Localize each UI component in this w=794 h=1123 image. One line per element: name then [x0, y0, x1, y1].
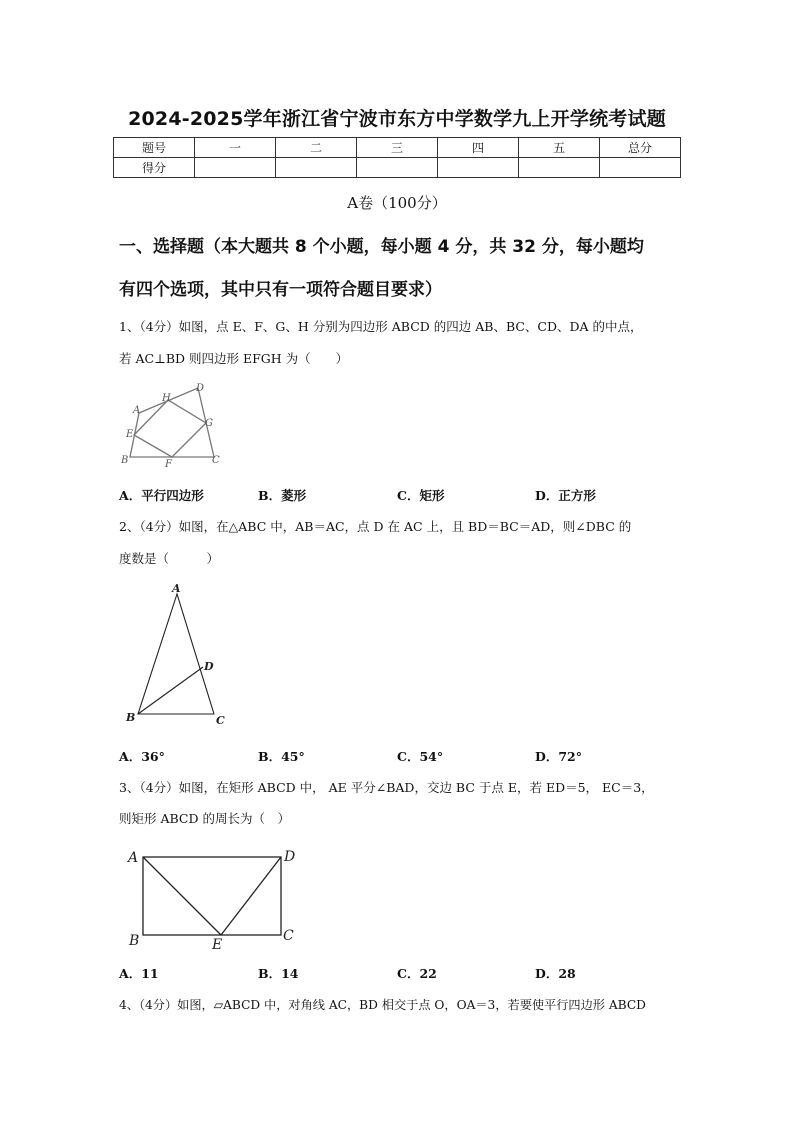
question-2-option-a[interactable]: A．36°	[119, 749, 165, 764]
question-2-line1: 2、（4分）如图，在△ABC 中，AB＝AC，点 D 在 AC 上，且 BD＝BC＝AD，则∠DBC 的	[119, 519, 632, 534]
score-cell	[438, 158, 519, 178]
header-cell: 五	[519, 138, 600, 158]
score-table-header-row	[114, 138, 681, 158]
section-heading-line2: 有四个选项，其中只有一项符合题目要求）	[119, 280, 442, 300]
question-1-figure	[115, 380, 225, 470]
question-1-option-c[interactable]: C．矩形	[397, 488, 445, 503]
question-1-option-b[interactable]: B．菱形	[258, 488, 307, 503]
question-3-figure	[124, 843, 309, 955]
header-cell: 三	[357, 138, 438, 158]
label-b: B	[121, 455, 129, 466]
question-1-line1: 1、（4分）如图，点 E、F、G、H 分别为四边形 ABCD 的四边 AB、BC、CD、DA 的中点，	[119, 319, 643, 334]
score-cell	[357, 158, 438, 178]
label-b: B	[129, 933, 140, 949]
question-1-option-d[interactable]: D．正方形	[535, 488, 596, 503]
row-label-cell: 得分	[114, 158, 195, 178]
score-table	[113, 137, 681, 178]
label-d: D	[196, 383, 205, 394]
label-b: B	[126, 711, 136, 724]
label-c: C	[283, 928, 294, 944]
question-3-line2: 则矩形 ABCD 的周长为（ ）	[119, 811, 290, 826]
label-d: D	[284, 849, 296, 865]
question-3-option-a[interactable]: A．11	[119, 966, 159, 981]
triangle-abc	[138, 594, 214, 714]
rectangle-abcd	[143, 857, 281, 935]
question-2-figure	[118, 580, 233, 728]
quad-abcd	[130, 388, 214, 457]
label-f: F	[165, 459, 172, 470]
question-2-option-c[interactable]: C．54°	[397, 749, 444, 764]
label-a: A	[172, 582, 181, 595]
segment-bd	[138, 667, 203, 714]
label-a: A	[133, 405, 141, 416]
question-3-option-d[interactable]: D．28	[535, 966, 576, 981]
question-3-line1: 3、（4分）如图，在矩形 ABCD 中， AE 平分∠BAD，交边 BC 于点 E，若 ED＝5， EC＝3，	[119, 780, 654, 795]
segment-ae	[143, 857, 221, 935]
score-cell	[195, 158, 276, 178]
label-c: C	[216, 714, 225, 727]
question-3-option-b[interactable]: B．14	[258, 966, 299, 981]
question-3-option-c[interactable]: C．22	[397, 966, 437, 981]
label-h: H	[162, 393, 171, 404]
header-cell: 二	[276, 138, 357, 158]
page-title: 2024-2025学年浙江省宁波市东方中学数学九上开学统考试题	[128, 108, 666, 130]
question-4-line1: 4、（4分）如图，▱ABCD 中，对角线 AC，BD 相交于点 O，OA＝3，若要使平行四边形 ABCD	[119, 998, 646, 1012]
quad-efgh	[134, 400, 206, 457]
question-1-option-a[interactable]: A．平行四边形	[119, 488, 204, 503]
header-cell: 一	[195, 138, 276, 158]
label-a: A	[128, 850, 139, 866]
question-1-line2: 若 AC⊥BD 则四边形 EFGH 为（ ）	[119, 351, 349, 366]
header-cell: 四	[438, 138, 519, 158]
question-2-line2: 度数是（ ）	[119, 551, 220, 566]
score-cell	[519, 158, 600, 178]
header-cell: 题号	[114, 138, 195, 158]
label-e: E	[212, 937, 223, 953]
question-2-option-d[interactable]: D．72°	[535, 749, 582, 764]
label-e: E	[126, 429, 134, 440]
label-g: G	[205, 418, 213, 429]
question-2-option-b[interactable]: B．45°	[258, 749, 305, 764]
volume-heading: A卷（100分）	[347, 194, 447, 212]
label-c: C	[212, 455, 220, 466]
score-cell	[600, 158, 681, 178]
label-d: D	[204, 660, 214, 673]
score-cell	[276, 158, 357, 178]
score-table-score-row	[114, 158, 681, 178]
header-cell: 总分	[600, 138, 681, 158]
section-heading-line1: 一、选择题（本大题共 8 个小题，每小题 4 分，共 32 分，每小题均	[119, 237, 644, 257]
segment-de	[221, 857, 281, 935]
